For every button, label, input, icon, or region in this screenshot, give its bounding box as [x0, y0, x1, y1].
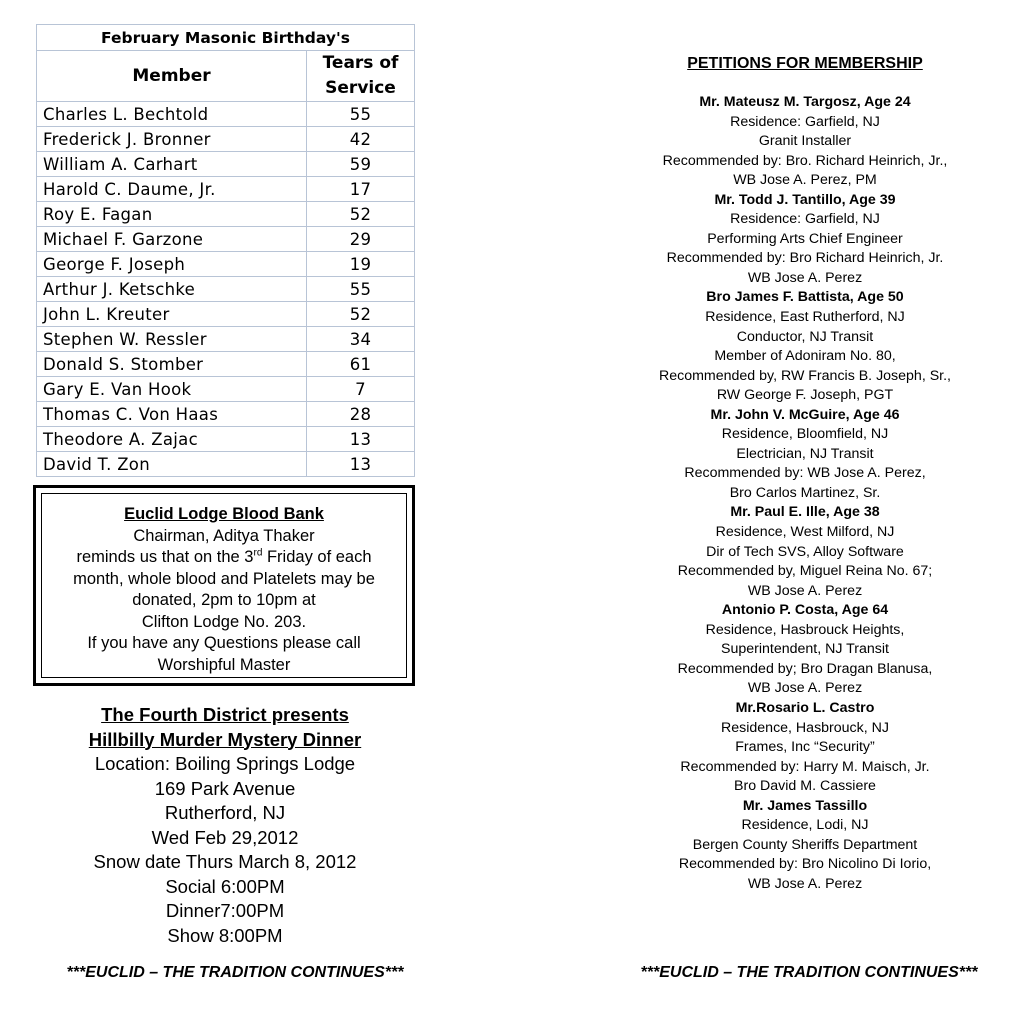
years-of-service: 59: [307, 152, 415, 177]
blood-bank-chairman: Chairman, Aditya Thaker: [133, 526, 315, 545]
years-of-service: 28: [307, 402, 415, 427]
event-line: Show 8:00PM: [167, 924, 283, 946]
petition-detail: Bro David M. Cassiere: [734, 778, 876, 795]
table-row: [37, 127, 415, 152]
petition-detail: Residence: Garfield, NJ: [730, 211, 880, 228]
petitions-header: PETITIONS FOR MEMBERSHIP: [687, 55, 923, 72]
event-line: Social 6:00PM: [165, 875, 285, 897]
petition-detail: Residence, East Rutherford, NJ: [705, 309, 905, 326]
blood-bank-line: month, whole blood and Platelets may be: [73, 569, 375, 588]
table-row: [37, 302, 415, 327]
footer-left: ***EUCLID – THE TRADITION CONTINUES***: [66, 964, 404, 981]
petition-detail: Residence, Bloomfield, NJ: [721, 426, 889, 443]
petition-entry: [600, 93, 1010, 191]
petition-detail: Recommended by: Bro Nicolino Di Iorio,: [678, 856, 932, 873]
petition-detail: Residence, Hasbrouck, NJ: [721, 719, 889, 736]
petitioner-name: Mr.Rosario L. Castro: [735, 699, 875, 716]
blood-bank-line1-post: Friday of each: [262, 548, 372, 566]
petitioner-name: Antonio P. Costa, Age 64: [721, 602, 889, 619]
petition-detail: WB Jose A. Perez: [747, 269, 863, 286]
member-name: Michael F. Garzone: [37, 227, 307, 252]
years-of-service: 17: [307, 177, 415, 202]
petition-detail: Recommended by, RW Francis B. Joseph, Sr.,: [658, 367, 951, 384]
table-row: [37, 102, 415, 127]
table-row: [37, 152, 415, 177]
birthday-table: [36, 24, 415, 477]
petition-detail: Superintendent, NJ Transit: [721, 641, 889, 658]
petition-detail: Recommended by; Bro Dragan Blanusa,: [677, 660, 933, 677]
birthday-rows: [37, 102, 415, 477]
petition-detail: Bergen County Sheriffs Department: [692, 836, 918, 853]
table-row: [37, 377, 415, 402]
table-row: [37, 252, 415, 277]
petitioner-name: Mr. Paul E. Ille, Age 38: [730, 504, 880, 521]
member-name: Stephen W. Ressler: [37, 327, 307, 352]
petition-detail: Conductor, NJ Transit: [736, 328, 874, 345]
blood-bank-content: [41, 493, 407, 678]
member-name: Harold C. Daume, Jr.: [37, 177, 307, 202]
table-row: [37, 327, 415, 352]
petition-detail: Recommended by: Harry M. Maisch, Jr.: [680, 758, 930, 775]
petition-entry: [600, 797, 1010, 895]
table-row: [37, 427, 415, 452]
years-of-service: 61: [307, 352, 415, 377]
petition-detail: Dir of Tech SVS, Alloy Software: [706, 543, 904, 560]
petitioner-name: Bro James F. Battista, Age 50: [706, 289, 904, 306]
footer-right: ***EUCLID – THE TRADITION CONTINUES***: [640, 964, 978, 981]
table-row: [37, 402, 415, 427]
petitioner-name: Mr. Mateusz M. Targosz, Age 24: [699, 94, 911, 110]
petition-detail: WB Jose A. Perez: [747, 680, 863, 697]
blood-bank-line: Worshipful Master: [157, 655, 291, 674]
table-row: [37, 177, 415, 202]
blood-bank-line1-pre: reminds us that on the 3: [76, 548, 254, 566]
petition-detail: Residence: Garfield, NJ: [730, 113, 880, 130]
petition-detail: Residence, West Milford, NJ: [715, 524, 895, 541]
petition-entry: [600, 601, 1010, 699]
table-row: [37, 202, 415, 227]
event-line: 169 Park Avenue: [154, 777, 296, 799]
petition-detail: Performing Arts Chief Engineer: [707, 230, 903, 247]
blood-bank-line: donated, 2pm to 10pm at: [132, 591, 316, 609]
member-name: George F. Joseph: [37, 252, 307, 277]
petitions-section: [600, 55, 1010, 894]
member-name: Thomas C. Von Haas: [37, 402, 307, 427]
blood-bank-title: Euclid Lodge Blood Bank: [124, 505, 324, 523]
member-name: David T. Zon: [37, 452, 307, 477]
petitioner-name: Mr. James Tassillo: [742, 797, 868, 814]
petition-detail: Member of Adoniram No. 80,: [714, 348, 896, 365]
event-title-1: The Fourth District presents: [101, 704, 349, 725]
petitioner-name: Mr. Todd J. Tantillo, Age 39: [714, 191, 896, 208]
petition-detail: Residence, Hasbrouck Heights,: [705, 621, 905, 638]
member-name: William A. Carhart: [37, 152, 307, 177]
blood-bank-line: Clifton Lodge No. 203.: [141, 612, 307, 631]
member-name: Charles L. Bechtold: [37, 102, 307, 127]
member-name: Theodore A. Zajac: [37, 427, 307, 452]
event-title-2: Hillbilly Murder Mystery Dinner: [88, 728, 362, 750]
petition-detail: Residence, Lodi, NJ: [741, 817, 869, 834]
blood-bank-line: If you have any Questions please call: [87, 634, 361, 652]
member-name: Donald S. Stomber: [37, 352, 307, 377]
member-name: Gary E. Van Hook: [37, 377, 307, 402]
petition-detail: WB Jose A. Perez, PM: [733, 172, 877, 189]
petition-entry: [600, 191, 1010, 289]
birthday-table-title: February Masonic Birthday's: [37, 25, 415, 51]
event-line: Snow date Thurs March 8, 2012: [93, 851, 357, 872]
table-row: [37, 452, 415, 477]
years-of-service: 55: [307, 102, 415, 127]
blood-bank-line: [42, 547, 406, 569]
petition-entry: [600, 406, 1010, 504]
petition-detail: Recommended by: Bro. Richard Heinrich, Jr.,: [662, 152, 948, 169]
years-of-service: 52: [307, 202, 415, 227]
petition-detail: WB Jose A. Perez: [747, 875, 863, 892]
event-line: Wed Feb 29,2012: [151, 826, 299, 848]
member-name: Roy E. Fagan: [37, 202, 307, 227]
years-of-service: 34: [307, 327, 415, 352]
petition-detail: Recommended by: WB Jose A. Perez,: [684, 465, 926, 482]
petition-detail: Frames, Inc “Security”: [735, 739, 875, 756]
member-name: Arthur J. Ketschke: [37, 277, 307, 302]
years-of-service: 7: [307, 377, 415, 402]
column-header-years: [307, 51, 415, 102]
years-of-service: 19: [307, 252, 415, 277]
years-of-service: 42: [307, 127, 415, 152]
years-of-service: 13: [307, 427, 415, 452]
years-of-service: 13: [307, 452, 415, 477]
event-line: Dinner7:00PM: [165, 900, 285, 921]
column-header-years-line2: Service: [325, 78, 396, 98]
column-header-member: Member: [37, 51, 307, 102]
petition-entries: [600, 93, 1010, 894]
table-row: [37, 227, 415, 252]
column-header-years-line1: Tears of: [322, 53, 399, 73]
petition-detail: Recommended by: Bro Richard Heinrich, Jr.: [666, 250, 944, 267]
blood-bank-box: [33, 485, 415, 686]
ordinal-suffix: rd: [253, 547, 263, 559]
event-line: Rutherford, NJ: [164, 802, 286, 823]
petition-detail: Bro Carlos Martinez, Sr.: [729, 484, 881, 501]
petition-detail: WB Jose A. Perez: [747, 582, 863, 599]
years-of-service: 52: [307, 302, 415, 327]
petition-entry: [600, 503, 1010, 601]
petition-detail: Recommended by, Miguel Reina No. 67;: [677, 563, 933, 580]
petition-detail: RW George F. Joseph, PGT: [716, 387, 894, 404]
event-line: Location: Boiling Springs Lodge: [94, 753, 356, 774]
petition-detail: Granit Installer: [758, 133, 852, 150]
member-name: Frederick J. Bronner: [37, 127, 307, 152]
years-of-service: 55: [307, 277, 415, 302]
petition-entry: [600, 699, 1010, 797]
petition-detail: Electrician, NJ Transit: [736, 445, 874, 462]
table-row: [37, 352, 415, 377]
years-of-service: 29: [307, 227, 415, 252]
member-name: John L. Kreuter: [37, 302, 307, 327]
petitioner-name: Mr. John V. McGuire, Age 46: [710, 406, 900, 423]
petition-entry: [600, 288, 1010, 405]
table-row: [37, 277, 415, 302]
district-event: [40, 703, 410, 948]
